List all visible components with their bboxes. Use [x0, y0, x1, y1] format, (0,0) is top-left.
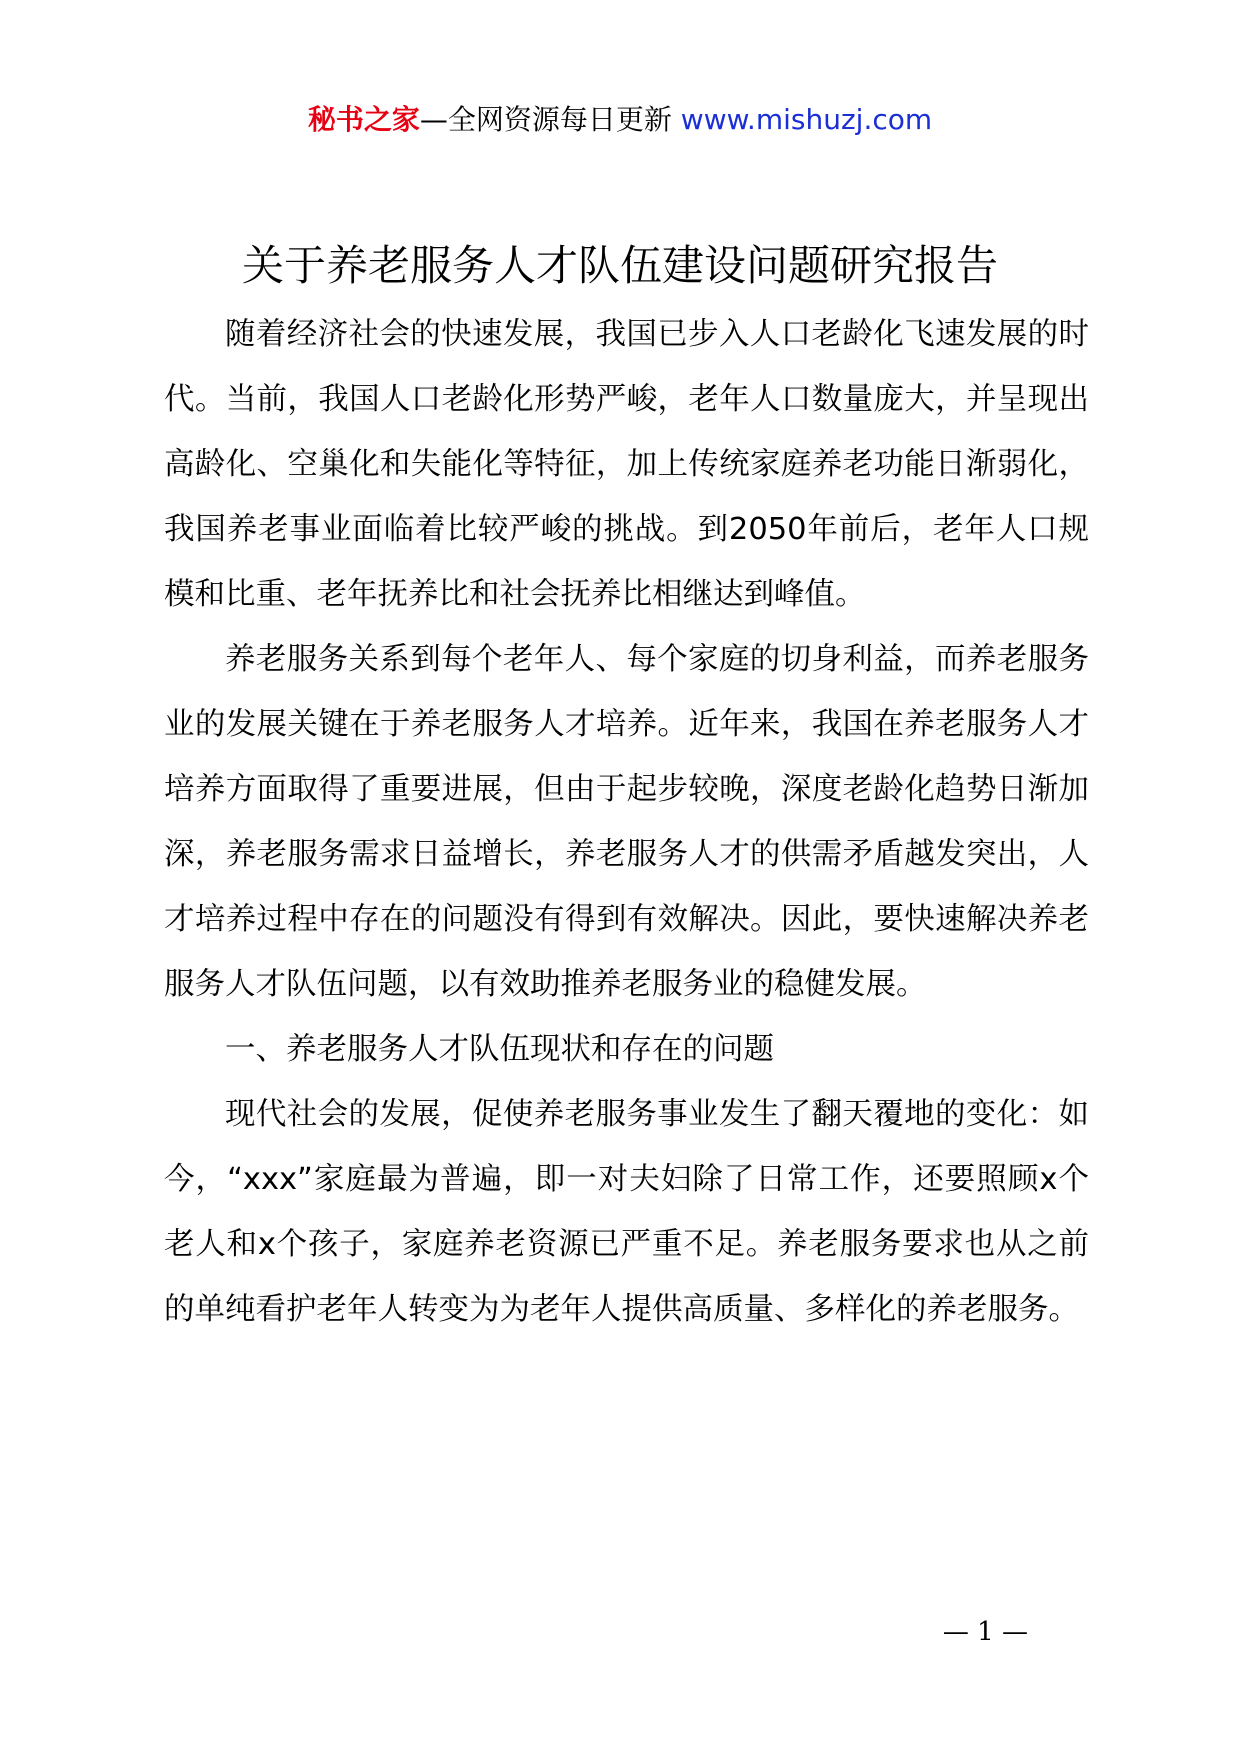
- section-heading: 一、养老服务人才队伍现状和存在的问题: [225, 1032, 774, 1067]
- page-footer: [0, 1614, 1240, 1650]
- site-banner: [0, 100, 1240, 140]
- site-url-link[interactable]: www.mishuzj.com: [680, 103, 933, 136]
- site-tagline: —全网资源每日更新: [419, 103, 672, 136]
- body-paragraph: 养老服务关系到每个老年人、每个家庭的切身利益，而养老服务业的发展关键在于养老服务人才培养。近年来，我国在养老服务人才培养方面取得了重要进展，但由于起步较晚，深度老龄化趋势日渐加深，养老服务需求日益增长，养老服务人才的供需矛盾越发突出，人才培养过程中存在的问题没有得到有效解决。因此，要快速解决养老服务人才队伍问题，以有效助推养老服务业的稳健发展。: [164, 642, 1089, 1002]
- document-body: [164, 302, 1089, 1342]
- site-brand-name: 秘书之家: [307, 103, 420, 136]
- body-paragraph: 随着经济社会的快速发展，我国已步入人口老龄化飞速发展的时代。当前，我国人口老龄化形势严峻，老年人口数量庞大，并呈现出高龄化、空巢化和失能化等特征，加上传统家庭养老功能日渐弱化，我国养老事业面临着比较严峻的挑战。到2050年前后，老年人口规模和比重、老年抚养比和社会抚养比相继达到峰值。: [164, 317, 1089, 612]
- document-title: 关于养老服务人才队伍建设问题研究报告: [241, 241, 998, 290]
- page-number: — 1 —: [942, 1617, 1028, 1647]
- body-paragraph: 现代社会的发展，促使养老服务事业发生了翻天覆地的变化：如今，“xxx”家庭最为普遍，即一对夫妇除了日常工作，还要照顾x个老人和x个孩子，家庭养老资源已严重不足。养老服务要求也从之前的单纯看护老年人转变为为老年人提供高质量、多样化的养老服务。: [164, 1097, 1089, 1327]
